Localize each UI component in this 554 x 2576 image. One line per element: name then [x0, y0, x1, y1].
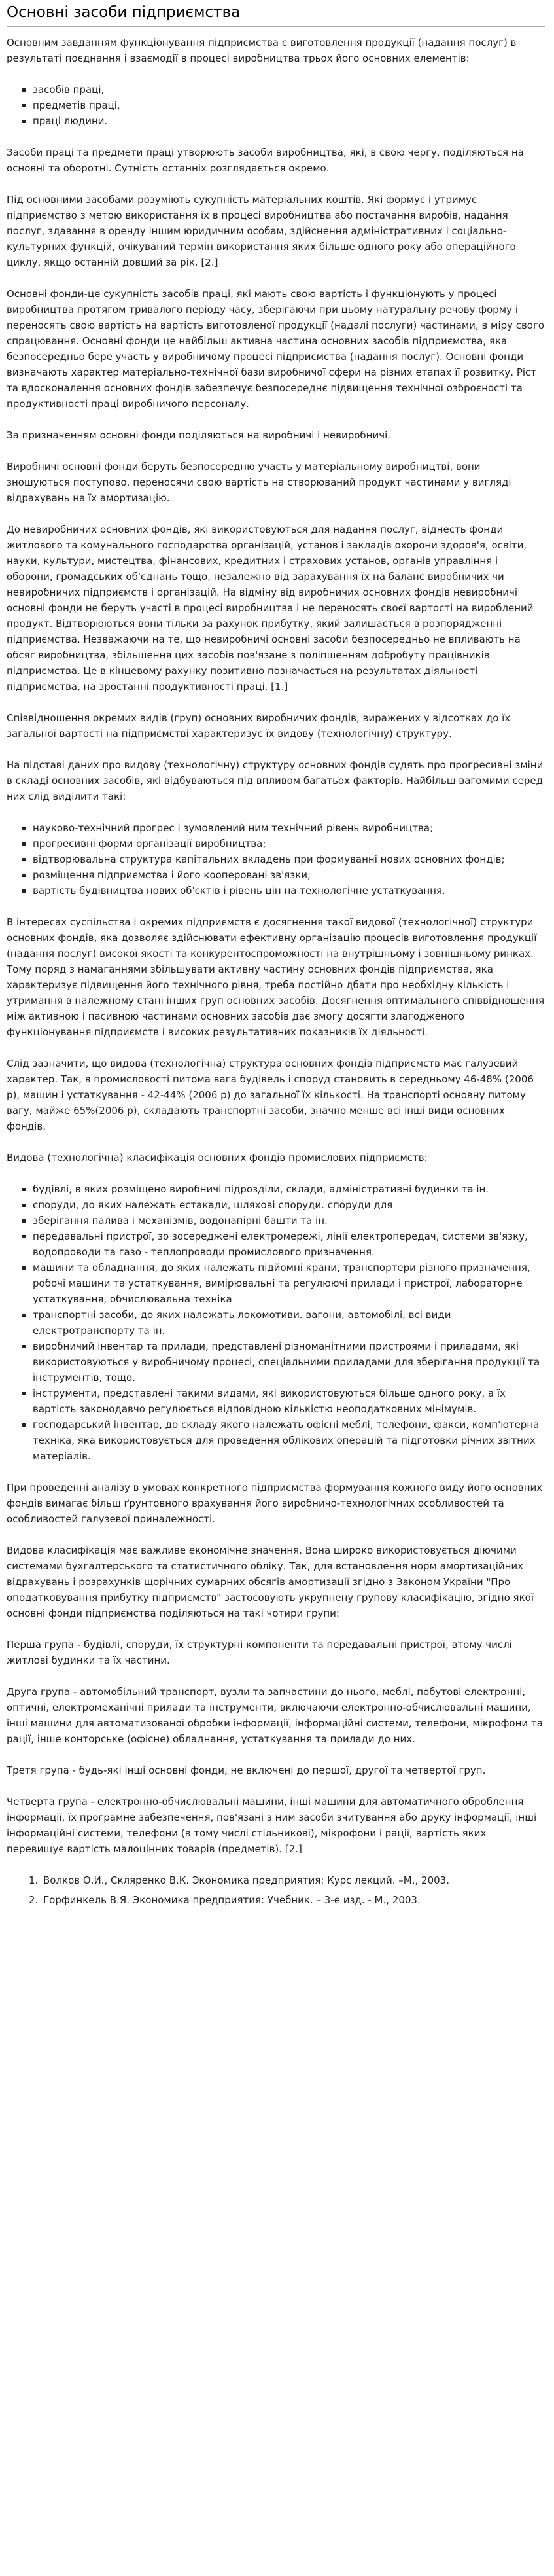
reference-item: Волков О.И., Скляренко В.К. Экономика предприятия: Курс лекций. –М., 2003.: [43, 1874, 449, 1886]
classification-list: [7, 1181, 545, 1464]
analysis-paragraph: При проведенні аналізу в умовах конкретного підприємства формування кожного виду його основних фондів вимагає більш ґрунтовного врахування його виробничо-технологічних особливостей та особливостей галузевої приналежності.: [7, 1482, 543, 1525]
list-item: виробничий інвентар та прилади, представлені різноманітними пристроями і приладами, які використовуються у виробничому процесі, спеціальними приладами для зберігання продукції та інструментів, тощо.: [33, 1338, 545, 1386]
funds-paragraph: Основні фонди-це сукупність засобів праці, які мають свою вартість і функціонують у процесі виробництва протягом тривалого періоду часу, зберігаючи при цьому натуральну речову форму і переносять свою вартість на вартість виготовленої продукції (надалі послуги) частинами, в міру свого спрацювання. Основні фонди це найбільш активна частина основних засобів підприємства, яка безпосередньо бере участь у виробничому процесі підприємства (надання послуг). Основні фонди визначають характер матеріально-технічної бази виробничої сфери на різних етапах її розвитку. Ріст та вдосконалення основних фондів забезпечує безпосереднє підвищення технічної озброєності та продуктивності праці виробничого персоналу.: [7, 288, 545, 410]
list-item: інструменти, представлені такими видами, які використовуються більше одного року, а їх вартість законодавчо регулюється відповідною кількістю неоподатковних мінімумів.: [33, 1386, 545, 1417]
reference-item: Горфинкель В.Я. Экономика предприятия: Учебник. – 3-е изд. - М., 2003.: [43, 1894, 421, 1906]
group4-paragraph: Четверта група - електронно-обчислювальні машини, інші машини для автоматичного оброблення інформації, їх програмне забезпечення, пов'язані з ним засоби зчитування або друку інформації, інші інформаційні системи, телефони (в тому числі стільникові), мікрофони і рації, вартість яких перевищує вартість малоцінних товарів (предметів). [2.]: [7, 1796, 537, 1855]
importance-paragraph: Видова класифікація має важливе економічне значення. Вона широко використовується діючими системами бухгалтерського та статистичного обліку. Так, для встановлення норм амортизаційних відрахувань і розрахунків щорічних сумарних обсягів амортизації згідно з Законом України "Про оподатковування прибутку підприємств" застосовують укрупнену групову класифікацію, згідно якої основні фонди підприємства поділяються на такі чотири групи:: [7, 1545, 534, 1619]
list-item: споруди, до яких належать естакади, шляхові споруди. споруди для: [33, 1197, 545, 1213]
factors-list: [7, 820, 545, 899]
list-item: засобів праці,: [33, 82, 545, 98]
industry-paragraph: Слід зазначити, що видова (технологічна) структура основних фондів підприємств має галузевий характер. Так, в промисловості питома вага будівель і споруд становить в середньому 46-48% (2006 р), машин і устаткування - 42-44% (2006 р) до загальної їх кількості. На транспорті основну питому вагу, майже 65%(2006 р), складають транспортні засоби, значно менше всі інші види основних фондів.: [7, 1058, 534, 1132]
factors-intro-paragraph: На підставі даних про видову (технологічну) структуру основних фондів судять про прогресивні зміни в складі основних засобів, які відбуваються під впливом багатьох факторів. Найбільш вагомими серед них слід виділити такі:: [7, 759, 544, 802]
list-item: праці людини.: [33, 113, 545, 129]
list-item: машини та обладнання, до яких належать підйомні крани, транспортери різного призначення, робочі машини та устаткування, вимірювальні та регулюючі прилади і пристрої, лабораторне устаткування, обчислювальна техніка: [33, 1260, 545, 1307]
productive-paragraph: Виробничі основні фонди беруть безпосередню участь у матеріальному виробництві, вони зношуються поступово, переносячи свою вартість на створюваний продукт частинами у вигляді відрахувань на їх амортизацію.: [7, 461, 511, 504]
group2-paragraph: Друга група - автомобільний транспорт, вузли та запчастини до нього, меблі, побутові електронні, оптичні, електромеханічні прилади та інструменти, включаючи електронно-обчислювальні машини, інші машини для автоматизованої обробки інформації, інформаційні системи, телефони, мікрофони та рації, інше конторське (офісне) обладнання, устаткування та прилади до них.: [7, 1686, 543, 1745]
group3-paragraph: Третя група - будь-які інші основні фонди, не включені до першої, другої та четвертої груп.: [7, 1764, 486, 1776]
definition-paragraph: Під основними засобами розуміють сукупність матеріальних коштів. Які формує і утримує підприємство з метою використання їх в процесі виробництва або постачання виробів, надання послуг, здавання в оренду іншим юридичним особам, здійснення адміністративних і соціально-культурних функцій, очікуваний термін використання яких більше одного року або операційного циклу, якщо останній довший за рік. [2.]: [7, 194, 516, 268]
list-item: транспортні засоби, до яких належать локомотиви. вагони, автомобілі, всі види електротранспорту та ін.: [33, 1307, 545, 1338]
list-item: прогресивні форми організації виробництва;: [33, 836, 545, 851]
purpose-paragraph: За призначенням основні фонди поділяються на виробничі і невиробничі.: [7, 429, 391, 441]
page-title: Основні засоби підприємства: [7, 3, 545, 27]
document: [0, 3, 554, 1927]
ratio-paragraph: Співвідношення окремих видів (груп) основних виробничих фондів, виражених у відсотках до їх загальної вартості на підприємстві характеризує їх видову (технологічну) структуру.: [7, 712, 511, 740]
nonproductive-paragraph: До невиробничих основних фондів, які використовуються для надання послуг, віднесть фонди житлового та комунального господарства організацій, установ і закладів охорони здоров'я, освіти, науки, культури, мистецтва, фінансових, кредитних і страхових установ, органів управління і оборони, громадських об'єднань тощо, незалежно від зарахування їх на баланс виробничих чи невиробничих підприємств і організацій. На відміну від виробничих основних фондів невиробничі основні фонди не беруть участі в процесі виробництва і не переносять своєї вартості на вироблений продукт. Відтворюються вони тільки за рахунок прибутку, який залишається в розпорядженні підприємства. Незважаючи на те, що невиробничі основні засоби безпосередньо не впливають на обсяг виробництва, збільшення цих засобів пов'язане з поліпшенням добробуту працівників підприємства. Це в кінцевому рахунку позитивно позначається на результатах діяльності підприємства, на зростанні продуктивності праці. [1.]: [7, 524, 534, 692]
group1-paragraph: Перша група - будівлі, споруди, їх структурні компоненти та передавальні пристрої, втому числі житлові будинки та їх частини.: [7, 1639, 512, 1666]
list-item: розміщення підприємства і його кооперовані зв'язки;: [33, 867, 545, 883]
interests-paragraph: В інтересах суспільства і окремих підприємств є досягнення такої видової (технологічної) структури основних фондів, яка дозволяє здійснювати ефективну організацію процесів виготовлення продукції (надання послуг) високої якості та конкурентоспроможності на внутрішньому і зовнішньому ринках. Тому поряд з намаганнями збільшувати активну частину основних фондів підприємства, яка характеризує підвищення його технічного рівня, треба постійно дбати про необхідну кількість і утримання в належному стані інших груп основних засобів. Досягнення оптимального співвідношення між активною і пасивною частинами основних засобів дає змогу досягти злагодженого функціонування підприємств і високих результативних показників їх діяльності.: [7, 916, 545, 1038]
list-item: вартість будівництва нових об'єктів і рівень цін на технологічне устаткування.: [33, 883, 545, 899]
references-list: [7, 1872, 545, 1908]
list-item: будівлі, в яких розміщено виробничі підрозділи, склади, адміністративні будинки та ін.: [33, 1181, 545, 1197]
list-item: зберігання палива і механізмів, водонапірні башти та ін.: [33, 1213, 545, 1228]
elements-list: [7, 82, 545, 129]
classification-intro-paragraph: Видова (технологічна) класифікація основних фондів промислових підприємств:: [7, 1152, 428, 1164]
means-paragraph: Засоби праці та предмети праці утворюють засоби виробництва, які, в свою чергу, поділяються на основні та оборотні. Сутність останніх розглядається окремо.: [7, 147, 524, 174]
list-item: господарський інвентар, до складу якого належать офісні меблі, телефони, факси, комп'ютерна техніка, яка використовується для проведення облікових операцій та підготовки річних звітних матеріалів.: [33, 1417, 545, 1464]
list-item: науково-технічний прогрес і зумовлений ним технічний рівень виробництва;: [33, 820, 545, 836]
list-item: предметів праці,: [33, 98, 545, 113]
list-item: відтворювальна структура капітальних вкладень при формуванні нових основних фондів;: [33, 851, 545, 867]
list-item: передавальні пристрої, зо зосереджені електромережі, лінії електропередач, системи зв'язку, водопроводи та газо - теплопроводи промислового призначення.: [33, 1228, 545, 1260]
intro-paragraph: Основним завданням функціонування підприємства є виготовлення продукції (надання послуг) в результаті поєднання і взаємодії в процесі виробництва трьох його основних елементів:: [7, 37, 517, 64]
